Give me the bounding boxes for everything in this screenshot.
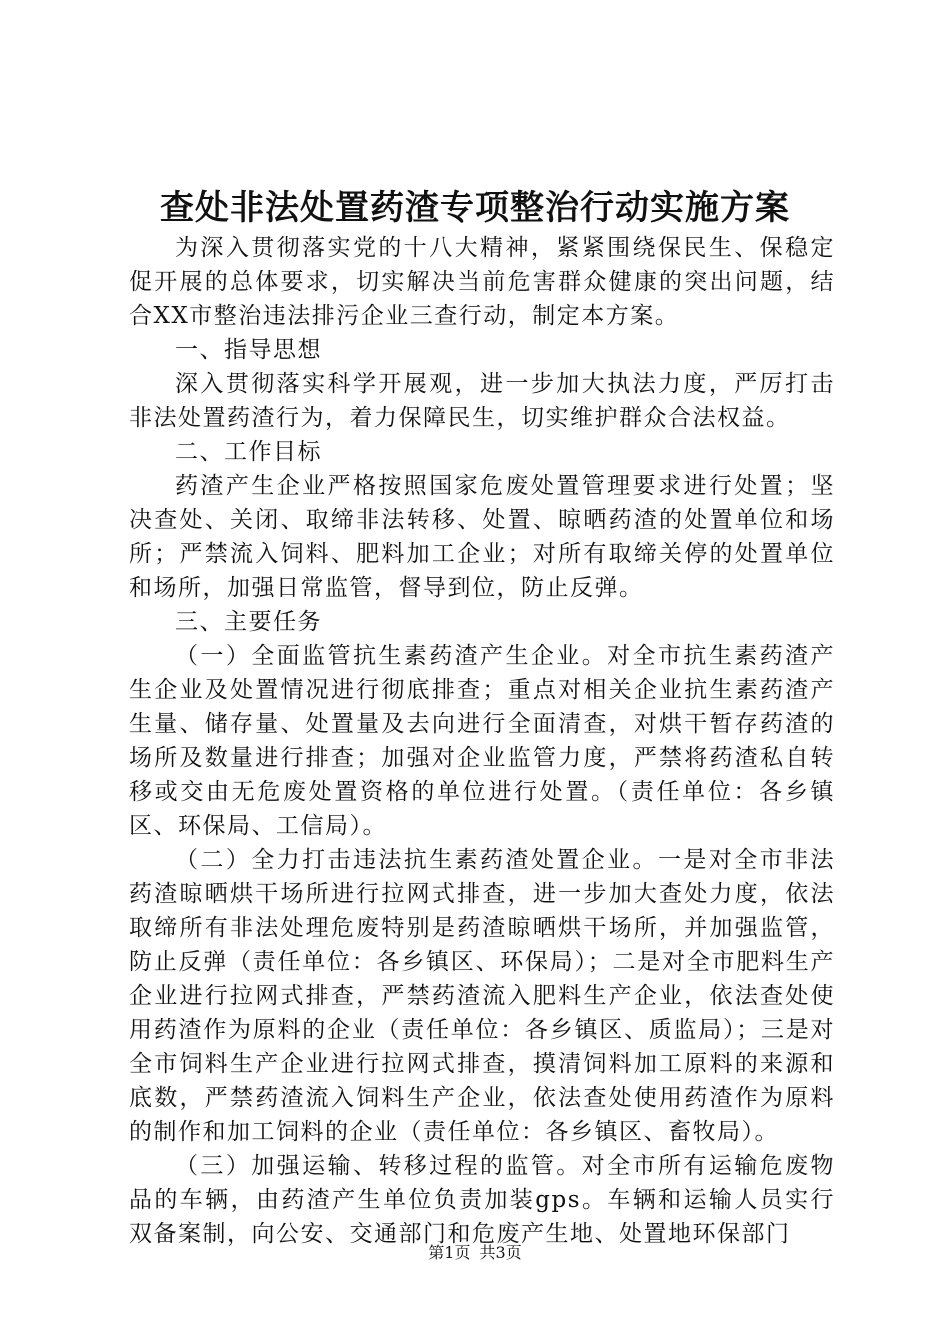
work-goals-paragraph: 药渣产生企业严格按照国家危废处置管理要求进行处置；坚决查处、关闭、取缔非法转移、处置、晾晒药渣的处置单位和场所；严禁流入饲料、肥料加工企业；对所有取缔关停的处置单位和场所，加强日常监管，督导到位，防止反弹。	[129, 473, 835, 601]
document-body	[129, 231, 835, 1251]
page-number: 第1页	[428, 1243, 471, 1262]
document-title: 查处非法处置药渣专项整治行动实施方案	[160, 188, 790, 228]
main-task-1-paragraph: （一）全面监管抗生素药渣产生企业。对全市抗生素药渣产生企业及处置情况进行彻底排查；重点对相关企业抗生素药渣产生量、储存量、处置量及去向进行全面清查，对烘干暂存药渣的场所及数量进行排查；加强对企业监管力度，严禁将药渣私自转移或交由无危废处置资格的单位进行处置。（责任单位：各乡镇区、环保局、工信局）。	[129, 643, 835, 839]
guiding-ideology-paragraph: 深入贯彻落实科学开展观，进一步加大执法力度，严厉打击非法处置药渣行为，着力保障民生，切实维护群众合法权益。	[129, 371, 835, 431]
intro-paragraph: 为深入贯彻落实党的十八大精神，紧紧围绕保民生、保稳定促开展的总体要求，切实解决当前危害群众健康的突出问题，结合XX市整治违法排污企业三查行动，制定本方案。	[129, 235, 835, 329]
page-footer	[0, 1243, 950, 1263]
total-pages: 共3页	[479, 1243, 522, 1262]
section-heading-main-tasks: 三、主要任务	[175, 609, 322, 635]
section-heading-guiding-ideology: 一、指导思想	[175, 337, 322, 363]
main-task-2-paragraph: （二）全力打击违法抗生素药渣处置企业。一是对全市非法药渣晾晒烘干场所进行拉网式排查，进一步加大查处力度，依法取缔所有非法处理危废特别是药渣晾晒烘干场所，并加强监管，防止反弹（责任单位：各乡镇区、环保局）；二是对全市肥料生产企业进行拉网式排查，严禁药渣流入肥料生产企业，依法查处使用药渣作为原料的企业（责任单位：各乡镇区、质监局）；三是对全市饲料生产企业进行拉网式排查，摸清饲料加工原料的来源和底数，严禁药渣流入饲料生产企业，依法查处使用药渣作为原料的制作和加工饲料的企业（责任单位：各乡镇区、畜牧局）。	[129, 847, 835, 1145]
section-heading-work-goals: 二、工作目标	[175, 439, 322, 465]
main-task-3-paragraph: （三）加强运输、转移过程的监管。对全市所有运输危废物品的车辆，由药渣产生单位负责加装gps。车辆和运输人员实行双备案制，向公安、交通部门和危废产生地、处置地环保部门	[129, 1153, 835, 1247]
